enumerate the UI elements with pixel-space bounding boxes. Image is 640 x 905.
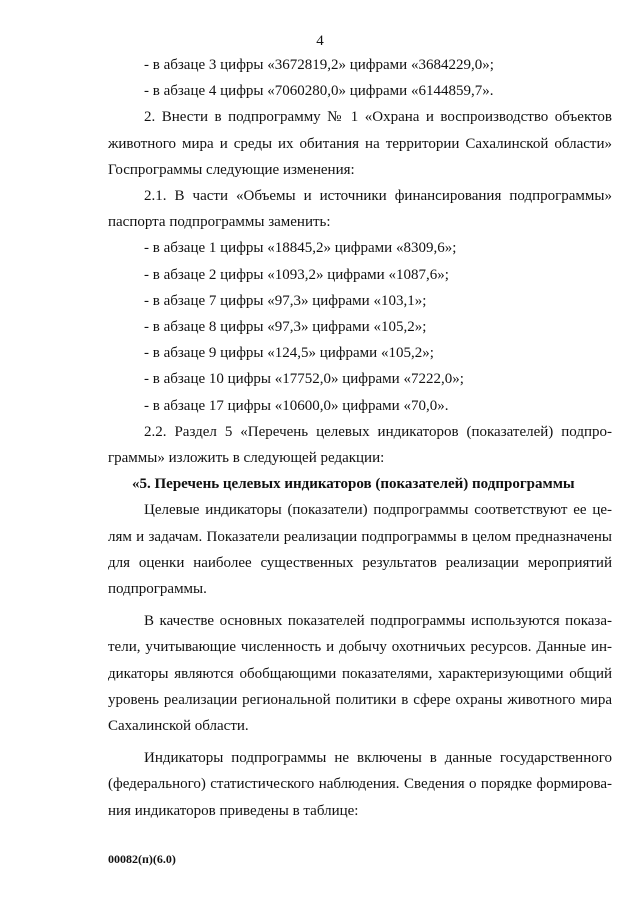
body-paragraph-line: Индикаторы подпрограммы не включены в данные государственного [144, 750, 612, 767]
body-paragraph-line: дикаторы являются обобщающими показателями, характеризующими общий [108, 665, 612, 682]
body-paragraph-line: (федерального) статистического наблюдения. Сведения о порядке формирова- [108, 776, 612, 793]
body-paragraph-line: подпрограммы. [108, 581, 207, 598]
body-paragraph-line: лям и задачам. Показатели реализации подпрограммы в целом предназначены [108, 528, 612, 545]
paragraph-2-line: 2. Внести в подпрограмму № 1 «Охрана и воспроизводство объектов [144, 109, 612, 126]
list-item: - в абзаце 4 цифры «7060280,0» цифрами «6144859,7». [144, 83, 494, 100]
body-paragraph-line: Сахалинской области. [108, 718, 249, 735]
paragraph-2-line: Госпрограммы следующие изменения: [108, 161, 355, 178]
body-paragraph-line: Целевые индикаторы (показатели) подпрограммы соответствуют ее це- [144, 502, 612, 519]
paragraph-2-line: животного мира и среды их обитания на территории Сахалинской области» [108, 135, 612, 152]
paragraph-2-1-line: 2.1. В части «Объемы и источники финансирования подпрограммы» [144, 188, 612, 205]
list-item: - в абзаце 2 цифры «1093,2» цифрами «1087,6»; [144, 266, 449, 283]
page-number: 4 [316, 33, 324, 49]
body-paragraph-line: уровень реализации региональной политики в сфере охраны животного мира [108, 691, 612, 708]
paragraph-2-2-line: граммы» изложить в следующей редакции: [108, 450, 385, 467]
list-item: - в абзаце 10 цифры «17752,0» цифрами «7222,0»; [144, 371, 464, 388]
document-body [108, 52, 612, 824]
list-item: - в абзаце 9 цифры «124,5» цифрами «105,2»; [144, 345, 434, 362]
body-paragraph-line: для оценки наиболее существенных результатов реализации мероприятий [108, 554, 612, 571]
list-item: - в абзаце 8 цифры «97,3» цифрами «105,2»; [144, 319, 427, 336]
paragraph-2-2-line: 2.2. Раздел 5 «Перечень целевых индикаторов (показателей) подпро- [144, 423, 612, 440]
body-paragraph-line: тели, учитывающие численность и добычу охотничьих ресурсов. Данные ин- [108, 639, 612, 656]
paragraph-2-1-line: паспорта подпрограммы заменить: [108, 214, 331, 231]
section-heading: «5. Перечень целевых индикаторов (показателей) подпрограммы [132, 476, 575, 493]
list-item: - в абзаце 17 цифры «10600,0» цифрами «70,0». [144, 397, 449, 414]
list-item: - в абзаце 7 цифры «97,3» цифрами «103,1»; [144, 292, 427, 309]
list-item: - в абзаце 3 цифры «3672819,2» цифрами «3684229,0»; [144, 57, 494, 73]
footer-code: 00082(п)(6.0) [108, 852, 176, 866]
body-paragraph-line: ния индикаторов приведены в таблице: [108, 802, 359, 819]
body-paragraph-line: В качестве основных показателей подпрограммы используются показа- [144, 613, 612, 630]
list-item: - в абзаце 1 цифры «18845,2» цифрами «8309,6»; [144, 240, 457, 257]
